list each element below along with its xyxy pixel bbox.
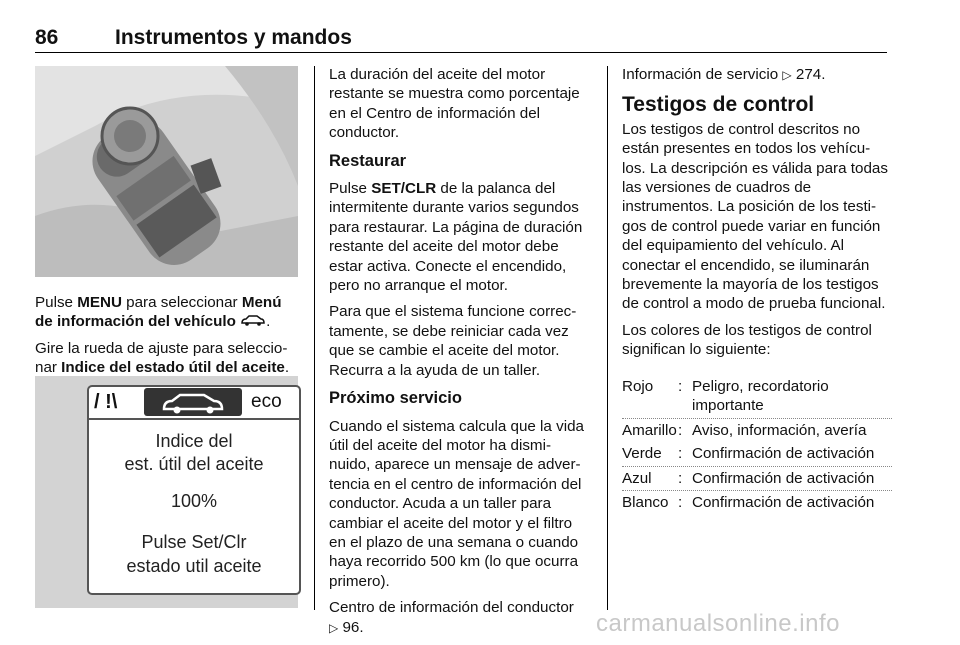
paragraph-testigos: Los testigos de control descritos no están presentes en todos los vehícu‐los. La descripción es válida para todas las versiones de cuadros de instrumentos. La posición de los testi‐gos de control puede variar en función del equipamiento del vehículo. Al conectar el encendido, se iluminarán brevemente la mayoría de los testigos de control a modo de prueba funcional. bbox=[622, 120, 888, 313]
eco-label: eco bbox=[251, 391, 282, 412]
warning-icon: / !\ bbox=[94, 391, 118, 413]
table-row: Verde : Confirmación de activación bbox=[622, 442, 892, 466]
page-title: Instrumentos y mandos bbox=[115, 26, 352, 49]
display-topbar bbox=[89, 387, 299, 420]
heading-testigos: Testigos de control bbox=[622, 93, 815, 117]
paragraph-dic-ref: Centro de información del conductor ▷ 96. bbox=[329, 599, 574, 636]
page-number: 86 bbox=[35, 26, 59, 49]
table-row: Rojo : Peligro, recordatorio importante bbox=[622, 375, 892, 419]
paragraph-adjust: Gire la rueda de ajuste para seleccio‐nar Indice del estado útil del aceite. bbox=[35, 339, 290, 377]
page-header bbox=[35, 24, 887, 53]
paragraph-service-info-ref: Información de servicio ▷ 274. bbox=[622, 66, 826, 83]
table-row: Azul : Confirmación de activación bbox=[622, 467, 892, 491]
column-1 bbox=[35, 66, 298, 385]
heading-proximo-servicio: Próximo servicio bbox=[329, 389, 462, 408]
display-line-3: Pulse Set/Clr bbox=[141, 532, 247, 552]
display-screen bbox=[87, 385, 301, 595]
paragraph-colors: Los colores de los testigos de control significan lo siguiente: bbox=[622, 321, 872, 359]
turn-signal-lever-photo bbox=[35, 66, 298, 277]
table-row: Blanco : Confirmación de activación bbox=[622, 494, 875, 512]
color-legend-table bbox=[622, 375, 892, 514]
column-3 bbox=[622, 65, 888, 367]
info-display-illustration bbox=[35, 376, 298, 608]
car-icon bbox=[240, 313, 266, 330]
page-ref-arrow-icon: ▷ bbox=[782, 68, 792, 82]
car-tab-icon bbox=[144, 388, 242, 416]
paragraph-oil-life: La duración del aceite del motor restante se muestra como porcentaje en el Centro de información del conductor. bbox=[329, 66, 580, 142]
paragraph-next-service: Cuando el sistema calcula que la vida útil del aceite del motor ha dismi‐nuido, aparece un mensaje de adver‐tencia en el centro de información del conductor. Acuda a un taller para cambiar el aceite del motor y el filtro en el plazo de una semana o cuando haya recorrido 500 km (lo que ocurra primero). bbox=[329, 417, 584, 590]
paragraph-menu: Pulse MENU para seleccionar Menú de información del vehículo . bbox=[35, 294, 282, 331]
table-row: Amarillo : Aviso, información, avería bbox=[622, 421, 867, 439]
display-line-4: estado util aceite bbox=[126, 556, 262, 576]
column-divider-1 bbox=[314, 66, 315, 610]
column-2 bbox=[329, 65, 591, 645]
paragraph-reset: Pulse SET/CLR de la palanca del intermitente durante varios segundos para restaurar. La página de duración restante del aceite del motor debe estar activa. Conecte el encendido, pero no arranque el motor. bbox=[329, 180, 583, 295]
heading-restaurar: Restaurar bbox=[329, 151, 407, 170]
display-percent: 100% bbox=[170, 491, 218, 511]
display-line-1: Indice del bbox=[155, 431, 233, 451]
paragraph-reset-note: Para que el sistema funcione correc‐tamente, se debe reiniciar cada vez que se cambie el aceite del motor. Recurra a la ayuda de un taller. bbox=[329, 303, 577, 379]
page-ref-arrow-icon: ▷ bbox=[329, 620, 339, 635]
display-line-2: est. útil del aceite bbox=[124, 454, 264, 474]
watermark: carmanualsonline.info bbox=[596, 610, 840, 637]
column-divider-2 bbox=[607, 66, 608, 610]
